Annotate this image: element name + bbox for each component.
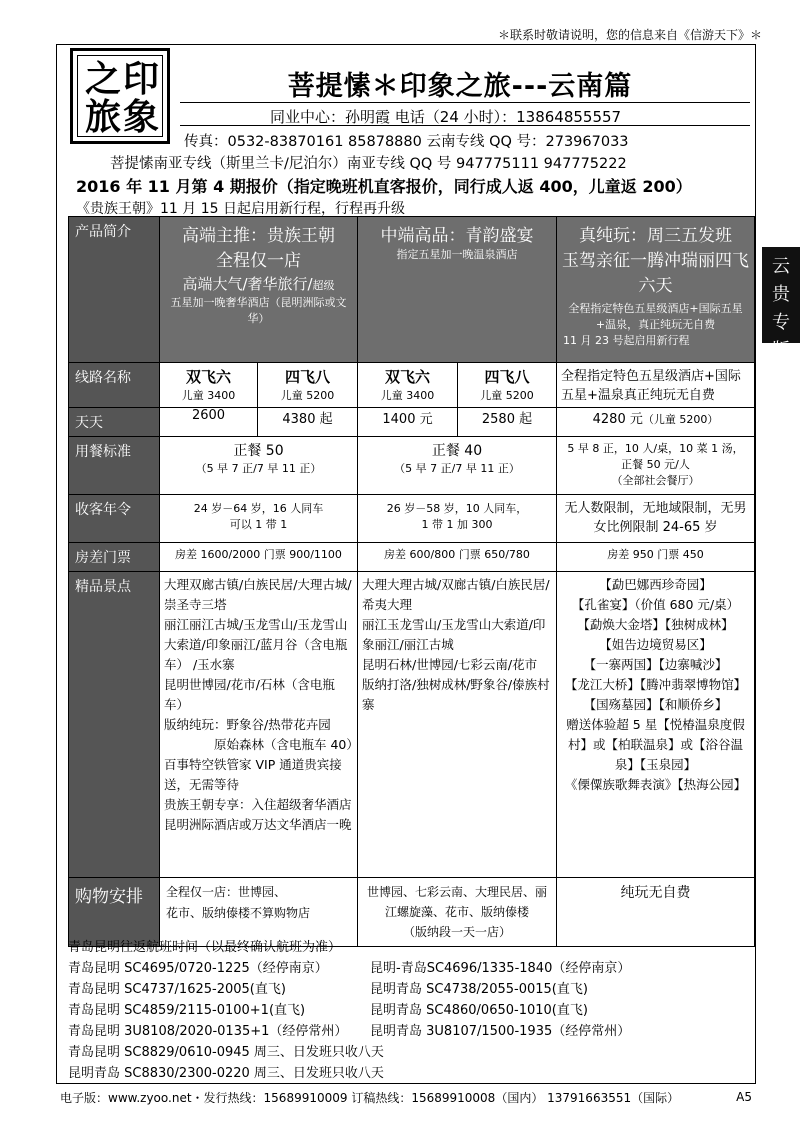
route-child-price: 儿童 5200 <box>480 389 534 402</box>
shop-line: 花市、版纳傣楼不算购物店 <box>166 906 311 920</box>
product-2-intro <box>358 217 557 363</box>
divider <box>180 102 750 103</box>
price-p3 <box>557 408 755 437</box>
price-headline: 2016 年 11 月第 4 期报价（指定晚班机直客报价，同行成人返 400，儿童返 200） <box>76 177 692 196</box>
spot-line: 百事特空铁管家 VIP 通道贵宾接送，无需等待 <box>164 757 342 792</box>
room-2: 房差 600/800 门票 650/780 <box>358 543 557 572</box>
shop-line: 世博园、七彩云南、大理民居、丽 <box>366 885 547 899</box>
flight-row: 青岛昆明 SC4737/1625-2005(直飞) <box>68 982 286 997</box>
spot-line: 《傈僳族歌舞表演》【热海公园】 <box>564 777 747 792</box>
side-tab-char: 云 <box>772 256 790 277</box>
spots-1 <box>160 572 358 878</box>
shop-1 <box>160 878 358 947</box>
spot-line: 大理双廊古镇/白族民居/大理古城/崇圣寺三塔 <box>164 577 352 612</box>
route-name: 四飞八 <box>484 368 530 386</box>
product-1-desc: 高端大气/奢华旅行/ <box>182 275 313 293</box>
label-intro: 产品简介 <box>69 217 160 363</box>
product-1-intro <box>160 217 358 363</box>
route-name: 四飞八 <box>284 368 330 386</box>
age-1-b: 可以 1 带 1 <box>229 518 288 531</box>
price-p2b: 2580 起 <box>458 408 557 437</box>
meal-3-b: 正餐 50 元/人 <box>621 458 690 471</box>
spots-3 <box>557 572 755 878</box>
product-2-hotel: 指定五星加一晚温泉酒店 <box>396 248 518 261</box>
label-age: 收客年令 <box>69 495 160 543</box>
product-1-hotel: 五星加一晚奢华酒店（昆明洲际或文华） <box>170 296 347 325</box>
flight-schedule <box>68 938 748 1081</box>
flight-row: 昆明青岛 3U8107/1500-1935（经停常州） <box>370 1024 631 1039</box>
page-title: 菩提愫＊印象之旅---云南篇 <box>287 71 633 102</box>
spot-line: 丽江丽江古城/玉龙雪山/玉龙雪山大索道/印象丽江/蓝月谷（含电瓶车） /玉水寨 <box>164 617 348 672</box>
spot-line: 【国殇墓园】【和顺侨乡】 <box>583 697 728 712</box>
spot-line: 原始森林（含电瓶车 40） <box>214 737 359 752</box>
meal-3-c: （全部社会餐厅） <box>611 474 700 487</box>
product-1-subtitle: 全程仅一店 <box>216 251 301 271</box>
label-room: 房差门票 <box>69 543 160 572</box>
footer: 电子版：www.zyoo.net・发行热线：15689910009 订稿热线：15689910008（国内） 13791663551（国际） <box>60 1091 680 1105</box>
product-3-newitinerary: 11 月 23 号起启用新行程 <box>563 334 690 347</box>
label-spots: 精品景点 <box>69 572 160 878</box>
price-p2a: 1400 元 <box>358 408 458 437</box>
spot-line: 赠送体验超 5 星【悦椿温泉度假村】或【柏联温泉】或【浴谷温泉】【玉泉园】 <box>566 717 745 772</box>
flight-row: 青岛昆明 SC8829/0610-0945 周三、日发班只收八天 <box>68 1045 384 1060</box>
age-3: 无人数限制，无地域限制，无男女比例限制 24-65 岁 <box>557 495 755 543</box>
fax-line: 传真：0532-83870161 85878880 云南专线 QQ 号：273967033 <box>184 134 629 150</box>
product-3-subtitle: 玉驾亲征一腾冲瑞丽四飞六天 <box>562 251 749 296</box>
route-name: 双飞六 <box>185 368 231 386</box>
spot-line: 大理大理古城/双廊古镇/白族民居/希夷大理 <box>362 577 550 612</box>
price-p3-child: （儿童 5200） <box>642 413 719 426</box>
price-p1a: 2600 <box>160 408 258 437</box>
flight-row: 青岛昆明 SC4859/2115-0100+1(直飞) <box>68 1003 306 1018</box>
flight-row: 青岛昆明 SC4695/0720-1225（经停南京） <box>68 961 328 976</box>
product-3-desc: 全程指定特色五星级酒店+国际五星+温泉，真正纯玩无自费 <box>568 302 743 331</box>
spot-line: 【龙江大桥】【腾冲翡翠博物馆】 <box>564 677 747 692</box>
contact-line: 同业中心：孙明霞 电话（24 小时）：13864855557 <box>270 108 622 126</box>
product-1-desc-b: 超级 <box>312 279 335 292</box>
product-1-title: 高端主推：贵族王朝 <box>182 226 335 246</box>
route-name: 双飞六 <box>384 368 430 386</box>
meal-1-detail: （5 早 7 正/7 早 11 正） <box>195 462 322 475</box>
flight-title: 青岛昆明往返航班时间（以最终确认航班为准） <box>68 940 342 955</box>
price-p3-value: 4280 元 <box>592 412 643 427</box>
flight-row: 青岛昆明 3U8108/2020-0135+1（经停常州） <box>68 1024 348 1039</box>
age-2-b: 1 带 1 加 300 <box>421 518 493 531</box>
shop-line: 江螺旋藻、花市、版纳傣楼 <box>384 905 529 919</box>
room-1: 房差 1600/2000 门票 900/1100 <box>160 543 358 572</box>
label-meal: 用餐标准 <box>69 437 160 495</box>
spot-line: 昆明石林/世博园/七彩云南/花市 <box>362 657 538 672</box>
label-route: 线路名称 <box>69 363 160 408</box>
nanya-line: 菩提愫南亚专线（斯里兰卡/尼泊尔）南亚专线 QQ 号 947775111 947775222 <box>110 156 627 172</box>
logo-char: 之 <box>85 58 122 100</box>
side-tab-char: 贵 <box>772 284 790 305</box>
product-2-title: 中端高品：青韵盛宴 <box>380 226 534 246</box>
spot-line: 【孔雀宴】（价值 680 元/桌） <box>571 597 740 612</box>
notice: 《贵族王朝》11 月 15 日起启用新行程，行程再升级 <box>76 201 405 217</box>
product-table <box>68 216 755 947</box>
shop-line: （版纳段一天一店） <box>402 925 511 939</box>
shop-line: 全程仅一店：世博园、 <box>166 885 287 899</box>
flight-row: 昆明-青岛SC4696/1335-1840（经停南京） <box>370 961 631 976</box>
room-3: 房差 950 门票 450 <box>557 543 755 572</box>
spot-line: 丽江玉龙雪山/玉龙雪山大索道/印象丽江/丽江古城 <box>362 617 546 652</box>
route-3: 全程指定特色五星级酒店+国际五星+温泉真正纯玩无自费 <box>557 363 755 408</box>
brand-logo <box>70 48 170 144</box>
logo-char: 旅 <box>85 96 122 138</box>
side-tab-char: 版 <box>772 340 790 361</box>
meal-3: 5 早 8 正，10 人/桌，10 菜 1 汤， <box>567 442 744 455</box>
spots-2 <box>358 572 557 878</box>
spot-line: 【一寨两国】【边寨喊沙】 <box>583 657 728 672</box>
label-shop: 购物安排 <box>69 878 160 947</box>
shop-2 <box>358 878 557 947</box>
age-2: 26 岁－58 岁，10 人同车， <box>386 502 528 515</box>
route-child-price: 儿童 3400 <box>181 389 236 402</box>
top-note: ＊联系时敬请说明，您的信息来自《信游天下》＊ <box>497 28 762 42</box>
logo-char: 印 <box>123 58 160 100</box>
spot-line: 昆明世博园/花市/石林（含电瓶车） <box>164 677 335 712</box>
flight-row: 昆明青岛 SC4738/2055-0015(直飞) <box>370 982 588 997</box>
meal-1: 正餐 50 <box>233 443 284 459</box>
route-child-price: 儿童 5200 <box>280 389 335 402</box>
spot-line: 版纳打洛/独树成林/野象谷/傣族村寨 <box>362 677 550 712</box>
meal-2: 正餐 40 <box>431 443 483 459</box>
logo-char: 象 <box>123 96 160 138</box>
meal-2-detail: （5 早 7 正/7 早 11 正） <box>394 462 520 475</box>
page-number: A5 <box>736 1090 752 1104</box>
spot-line: 【勐巴娜西珍奇园】 <box>599 577 712 592</box>
flight-row: 昆明青岛 SC8830/2300-0220 周三、日发班只收八天 <box>68 1066 384 1081</box>
price-p1b: 4380 起 <box>258 408 358 437</box>
spot-line: 贵族王朝专享：入住超级奢华酒店昆明洲际酒店或万达文华酒店一晚 <box>164 797 352 832</box>
flight-row: 昆明青岛 SC4860/0650-1010(直飞) <box>370 1003 588 1018</box>
spot-line: 【姐告边境贸易区】 <box>599 637 712 652</box>
product-3-intro <box>557 217 755 363</box>
shop-3: 纯玩无自费 <box>557 878 755 947</box>
side-tab <box>762 247 800 361</box>
side-tab-char: 专 <box>772 312 790 333</box>
spot-line: 版纳纯玩：野象谷/热带花卉园 <box>164 717 331 732</box>
spot-line: 【勐焕大金塔】【独树成林】 <box>577 617 734 632</box>
label-daily: 天天 <box>69 408 160 437</box>
product-3-title: 真纯玩：周三五发班 <box>579 226 732 246</box>
divider <box>180 125 750 126</box>
route-child-price: 儿童 3400 <box>380 389 435 402</box>
age-1: 24 岁－64 岁，16 人同车 <box>193 502 324 515</box>
